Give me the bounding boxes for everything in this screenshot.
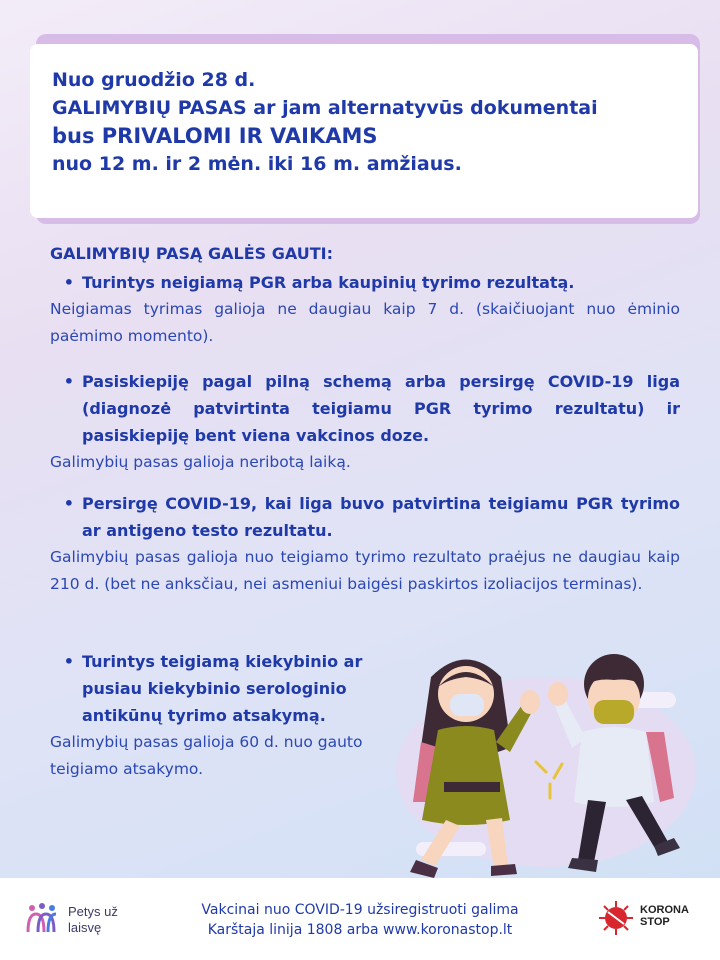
virus-logo-icon — [596, 898, 636, 938]
list-item — [50, 368, 680, 449]
eligibility-item-serology — [50, 648, 370, 783]
list-item — [50, 269, 680, 296]
logo-right-line1: KORONA — [640, 904, 689, 916]
eligibility-section — [50, 244, 680, 598]
bullet-icon: • — [63, 273, 74, 292]
section-title: GALIMYBIŲ PASĄ GALĖS GAUTI: — [50, 244, 334, 263]
bullet-icon: • — [63, 372, 74, 391]
header-pass-line: GALIMYBIŲ PASAS ar jam alternatyvūs dokumentai — [52, 97, 598, 119]
footer — [0, 878, 720, 960]
footer-line1: Vakcinai nuo COVID-19 užsiregistruoti galima — [201, 902, 519, 918]
header-age-line: nuo 12 m. ir 2 mėn. iki 16 m. amžiaus. — [52, 153, 462, 175]
bullet-icon: • — [63, 652, 74, 671]
petys-uz-laisve-logo — [26, 902, 136, 938]
list-item-text: Persirgę COVID-19, kai liga buvo patvirtina teigiamu PGR tyrimo ar antigeno testo rezultatu. — [82, 494, 680, 540]
logo-left-line1: Petys už — [68, 904, 118, 919]
list-item-text: Pasiskiepiję pagal pilną schemą arba persirgę COVID-19 liga (diagnozė patvirtinta teigiamu PGR tyrimo rezultatu) ir pasiskiepiję bent viena vakcinos doze. — [82, 372, 680, 445]
korona-stop-logo — [596, 898, 706, 940]
list-item-note: Neigiamas tyrimas galioja ne daugiau kaip 7 d. (skaičiuojant nuo ėminio paėmimo momento). — [50, 300, 680, 345]
bullet-icon: • — [63, 494, 74, 513]
people-logo-icon — [26, 902, 66, 938]
list-item-note: Galimybių pasas galioja nuo teigiamo tyrimo rezultato praėjus ne daugiau kaip 210 d. (bet ne anksčiau, nei asmeniui baigėsi paskirtos izoliacijos terminas). — [50, 548, 680, 593]
list-item-text: Turintys teigiamą kiekybinio ar pusiau kiekybinio serologinio antikūnų tyrimo atsakymą. — [82, 652, 363, 725]
list-item — [50, 648, 370, 729]
list-item-text: Turintys neigiamą PGR arba kaupinių tyrimo rezultatą. — [82, 273, 575, 292]
header-mandatory-line: bus PRIVALOMI IR VAIKAMS — [52, 124, 378, 148]
children-masks-illustration — [376, 632, 696, 880]
list-item-note: Galimybių pasas galioja 60 d. nuo gauto teigiamo atsakymo. — [50, 733, 363, 778]
list-item — [50, 490, 680, 544]
header-date: Nuo gruodžio 28 d. — [52, 69, 256, 91]
header-card — [30, 44, 698, 218]
footer-info — [150, 900, 570, 940]
footer-line2: Karštaja linija 1808 arba www.koronastop.lt — [207, 922, 513, 938]
list-item-note: Galimybių pasas galioja neribotą laiką. — [50, 453, 351, 471]
logo-right-line2: STOP — [640, 916, 670, 928]
logo-left-line2: laisvę — [68, 920, 102, 935]
